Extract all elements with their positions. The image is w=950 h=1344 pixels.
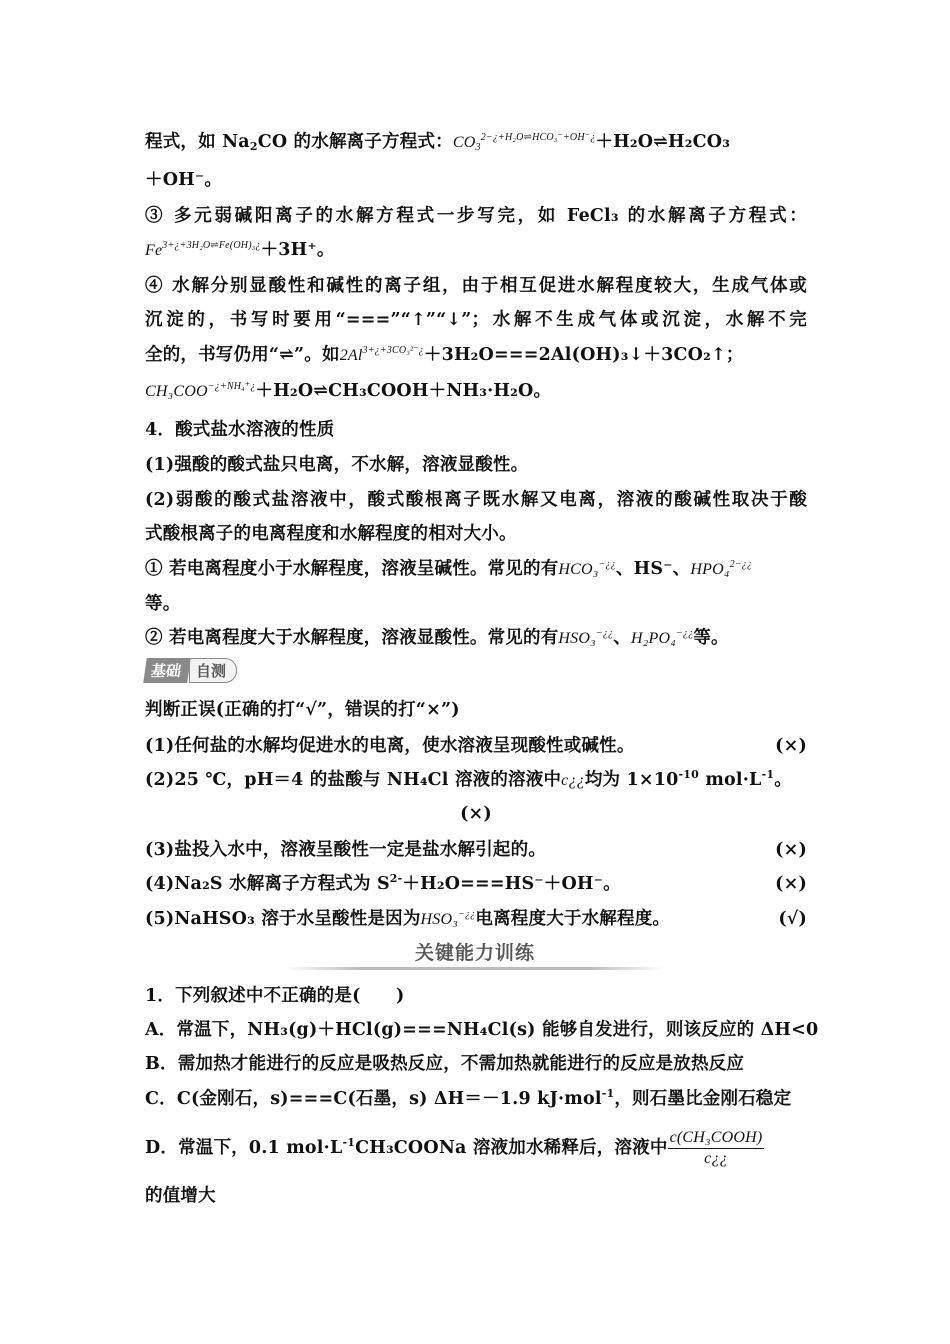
- formula: [340, 347, 424, 364]
- paragraph-3: [145, 557, 807, 582]
- judge-item-2-answer-line: [145, 802, 807, 826]
- option-text: ，则石墨比金刚石稳定: [614, 1089, 792, 1109]
- judge-text: (3)盐投入水中，溶液呈酸性一定是盐水解引起的。: [145, 840, 547, 860]
- option-d-end: 的值增大: [145, 1186, 216, 1206]
- judge-item-2: [145, 768, 807, 793]
- text-line-7: [145, 343, 807, 368]
- text-segment: 的水解离子方程式：: [287, 132, 453, 152]
- self-test-badge: [145, 658, 237, 682]
- judge-answer: (×): [775, 874, 807, 894]
- fraction-denominator: c¿¿: [704, 1150, 728, 1167]
- formula-base: HSO₃: [420, 911, 459, 928]
- paragraph-2a: (2)弱酸的酸式盐溶液中，酸式酸根离子既水解又电离，溶液的酸碱性取决于酸: [145, 490, 807, 510]
- badge-left: 基础: [143, 658, 191, 683]
- judge-answer: (×): [775, 736, 807, 756]
- text-segment: 程式，如 Na: [145, 132, 250, 152]
- judge-text: 电离程度大于水解程度。: [475, 909, 671, 929]
- formula: [690, 561, 752, 578]
- text-segment: ② 若电离程度大于水解程度，溶液显酸性。常见的有: [145, 628, 559, 648]
- judge-text: (1)任何盐的水解均促进水的电离，使水溶液呈现酸性或碱性。: [145, 736, 635, 756]
- text-line-1: 程式，如 $Na_2CO$ 的水解离子方程式：$CO_3^{2-¿+H_2O\rightleftharpoons HCO_3^-+OH^-¿}+H_2O\rightleftharpoons H_2CO_3$: [145, 132, 731, 153]
- judge-answer: (√): [778, 909, 807, 929]
- formula-superscript: 3+¿+3CO₃²⁻¿: [362, 345, 424, 356]
- text-segment: ＋3H⁺。: [260, 240, 335, 260]
- option-text: CH₃COONa 溶液加水稀释后，溶液中: [355, 1138, 668, 1158]
- formula-base: H₂PO₄: [630, 630, 676, 647]
- text-segment: 、: [613, 628, 631, 648]
- question-stem: 1．下列叙述中不正确的是( ): [145, 986, 405, 1006]
- exponent: -10: [678, 768, 700, 781]
- section-title: [285, 938, 665, 972]
- judge-item-5: [145, 907, 807, 932]
- formula: c¿¿: [561, 772, 585, 789]
- text-segment: 、HS⁻、: [615, 559, 691, 579]
- badge-right: 自测: [189, 658, 237, 683]
- paragraph-4: [145, 626, 807, 651]
- text-line-8: [145, 379, 807, 404]
- option-d: [145, 1126, 807, 1170]
- paragraph-1: (1)强酸的酸式盐只电离，不水解，溶液显酸性。: [145, 455, 529, 475]
- formula-base: 2Al: [339, 347, 363, 364]
- judge-answer: (×): [775, 840, 807, 860]
- text-segment: ＋H₂O⇌CH₃COOH＋NH₃·H₂O。: [255, 381, 552, 401]
- judge-text: (5)NaHSO₃ 溶于水呈酸性是因为: [145, 909, 421, 929]
- option-text: D．常温下，0.1 mol·L: [145, 1138, 343, 1158]
- formula-base: HSO₃: [558, 630, 596, 647]
- text-line-2: [145, 168, 807, 192]
- exponent: -1: [601, 1087, 615, 1100]
- formula: [558, 630, 613, 647]
- formula-superscript: −¿¿: [675, 628, 694, 639]
- text-segment: 全的，书写仍用“⇌”。如: [145, 345, 340, 365]
- heading-4: 4．酸式盐水溶液的性质: [145, 420, 335, 440]
- option-a: A．常温下，NH₃(g)＋HCl(g)===NH₄Cl(s) 能够自发进行，则该反应的 ΔH<0: [145, 1020, 819, 1040]
- formula-base: CH₃COO: [145, 383, 208, 400]
- option-b: B．需加热才能进行的反应是吸热反应，不需加热就能进行的反应是放热反应: [145, 1054, 745, 1074]
- formula-superscript: −¿¿: [458, 909, 476, 920]
- judge-title: 判断正误(正确的打“√”，错误的打“×”): [145, 700, 460, 720]
- fraction-numerator: c(CH₃COOH): [668, 1128, 765, 1149]
- exponent: -1: [761, 768, 775, 781]
- formula-base: CO: [452, 134, 476, 151]
- formula-superscript: −¿¿: [598, 559, 616, 570]
- text-segment: ＋3H₂O===2Al(OH)₃↓＋3CO₂↑；: [423, 345, 744, 365]
- exponent: -1: [342, 1136, 356, 1149]
- formula: $CO_3^{2-¿+H_2O\rightleftharpoons HCO_3^-+OH^-¿}$: [452, 132, 596, 153]
- text-line-5: ④ 水解分别显酸性和碱性的离子组，由于相互促进水解程度较大，生成气体或: [145, 276, 807, 296]
- formula-superscript: 2−¿+H₂O⇌HCO₃⁻+OH⁻¿: [480, 132, 596, 143]
- formula-base: HPO₄: [690, 561, 730, 578]
- judge-text: mol·L: [699, 770, 762, 790]
- judge-item-4: [145, 872, 807, 896]
- section-divider: [285, 967, 665, 970]
- text-segment: ① 若电离程度小于水解程度，溶液呈碱性。常见的有: [145, 559, 559, 579]
- formula-base: HCO₃: [558, 561, 599, 578]
- option-text: C．C(金刚石，s)===C(石墨，s) ΔH＝－1.9 kJ·mol: [145, 1089, 602, 1109]
- fraction: [668, 1128, 765, 1169]
- text-line-3: ③ 多元弱碱阳离子的水解方程式一步写完，如 FeCl₃ 的水解离子方程式：: [145, 206, 807, 226]
- formula: [145, 242, 261, 259]
- judge-item-3: [145, 838, 807, 862]
- formula: [145, 383, 256, 400]
- paragraph-3-end: 等。: [145, 594, 181, 614]
- text-segment: CO: [257, 132, 288, 152]
- exponent: 2-: [389, 872, 403, 885]
- formula-superscript: −¿+NH₄⁺¿: [207, 381, 256, 392]
- formula-superscript: 3+¿+3H₂O⇌Fe(OH)₃¿: [162, 240, 261, 251]
- text-segment: 等。: [693, 628, 729, 648]
- text-segment: ＋OH⁻。: [145, 170, 223, 190]
- option-c: [145, 1087, 807, 1111]
- formula: [558, 561, 616, 578]
- judge-text: (2)25 ℃，pH＝4 的盐酸与 NH₄Cl 溶液的溶液中: [145, 770, 562, 790]
- judge-answer: (×): [460, 804, 492, 824]
- formula-base: Fe: [145, 242, 163, 259]
- formula-superscript: 2−¿¿: [729, 559, 753, 570]
- judge-text: 均为 1×10: [584, 770, 679, 790]
- text-line-6: 沉淀的，书写时要用“===”“↑”“↓”；水解不生成气体或沉淀，水解不完: [145, 310, 807, 330]
- judge-text: ＋H₂O===HS⁻＋OH⁻。: [402, 874, 621, 894]
- judge-text: 。: [774, 770, 792, 790]
- judge-text: (4)Na₂S 水解离子方程式为 S: [145, 874, 390, 894]
- text-segment: ＋H₂O⇌H₂CO₃: [595, 132, 731, 152]
- formula: [421, 911, 476, 928]
- text-line-4: [145, 238, 807, 263]
- judge-item-1: [145, 734, 807, 758]
- section-title-text: 关键能力训练: [414, 942, 535, 964]
- formula-superscript: −¿¿: [595, 628, 614, 639]
- paragraph-2b: 式酸根离子的电离程度和水解程度的相对大小。: [145, 524, 517, 544]
- formula: [631, 630, 693, 647]
